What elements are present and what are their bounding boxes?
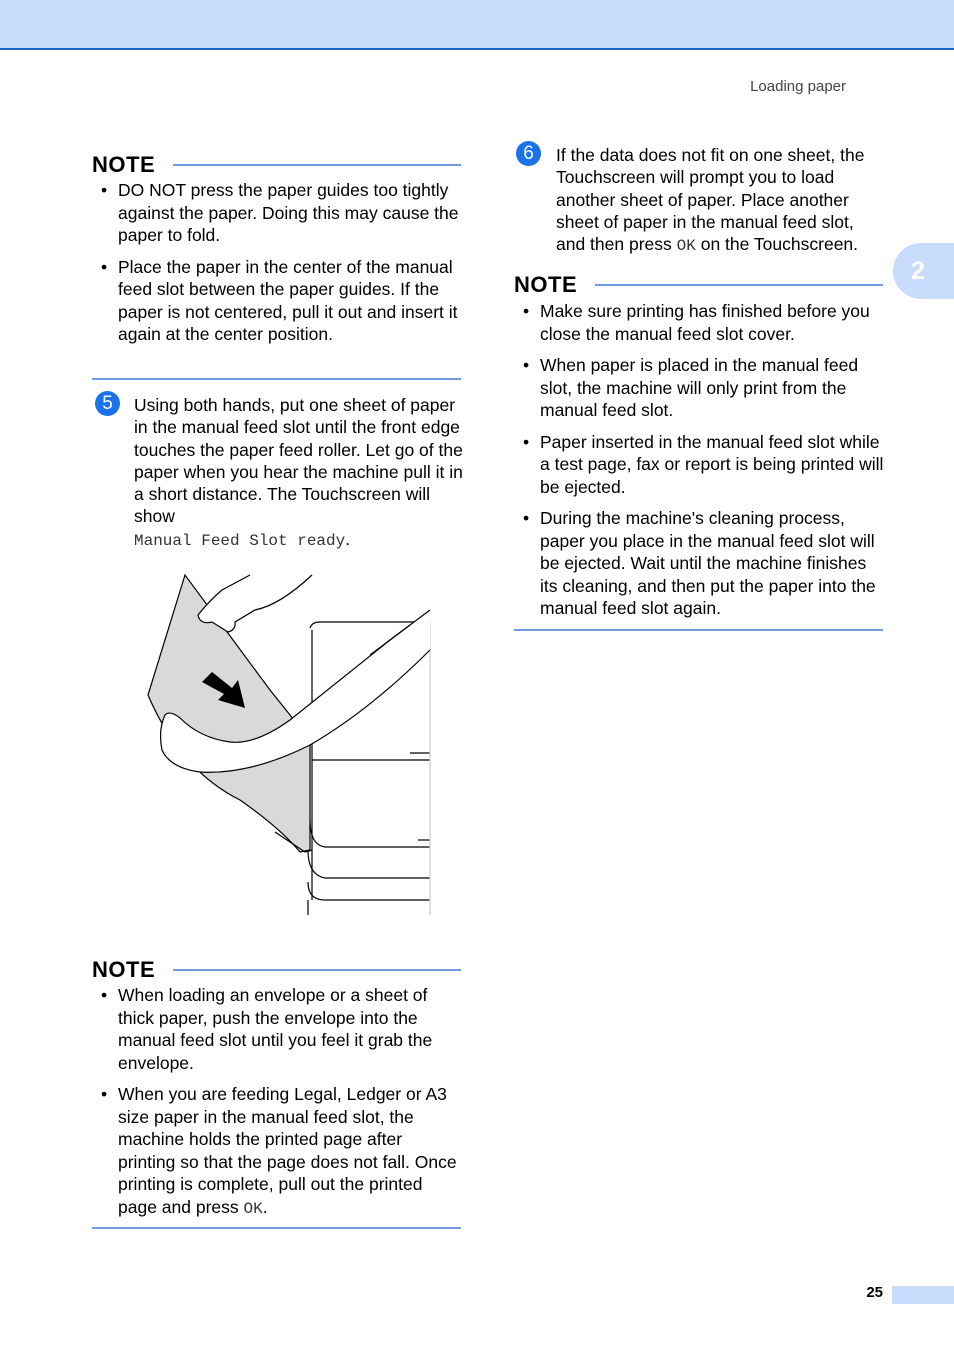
note-list xyxy=(92,179,464,355)
list-item-text: When you are feeding Legal, Ledger or A3 size paper in the manual feed slot, the machine holds the printed page after printing so that the page does not fall. Once printing is complete, pull out the printed page and press xyxy=(118,1084,457,1217)
list-item: • When paper is placed in the manual feed slot, the machine will only print from the manual feed slot. xyxy=(514,354,886,422)
step-suffix: . xyxy=(345,528,351,549)
note-list xyxy=(92,984,464,1229)
chapter-number: 2 xyxy=(911,256,925,285)
list-item: • Place the paper in the center of the manual feed slot between the paper guides. If the paper is not centered, pull it out and insert it again at the center position. xyxy=(92,256,464,346)
note-heading xyxy=(514,273,883,297)
list-item-suffix: . xyxy=(262,1196,268,1217)
touchscreen-message: Manual Feed Slot ready xyxy=(134,531,346,550)
list-item: • Make sure printing has finished before you close the manual feed slot cover. xyxy=(514,300,886,345)
note-rule xyxy=(173,164,461,166)
list-item: • During the machine's cleaning process, paper you place in the manual feed slot will be ejected. Wait until the machine finishes its cleaning, and then put the paper into the manual feed slot again. xyxy=(514,507,886,620)
ok-key: OK xyxy=(243,1199,263,1218)
note-end-rule xyxy=(514,629,883,631)
note-heading xyxy=(92,153,461,177)
step-number: 6 xyxy=(523,143,534,164)
note-label: NOTE xyxy=(92,152,156,177)
step-text: If the data does not fit on one sheet, the Touchscreen will prompt you to load another sheet of paper. Place another sheet of paper in the manual feed slot, and then press xyxy=(556,145,865,255)
step-instruction xyxy=(134,394,464,552)
note-rule xyxy=(173,969,461,971)
hands-feeding-paper-illustration xyxy=(140,570,435,920)
note-end-rule xyxy=(92,378,461,380)
list-item: • DO NOT press the paper guides too tightly against the paper. Doing this may cause the paper to fold. xyxy=(92,179,464,247)
ok-key: OK xyxy=(676,237,696,256)
list-item xyxy=(92,1083,464,1220)
step-text: Using both hands, put one sheet of paper in the manual feed slot until the front edge touches the paper feed roller. Let go of the paper when you hear the machine pull it in a short distance. The Touchscreen will show xyxy=(134,395,463,527)
page-tab xyxy=(892,1286,954,1304)
note-heading xyxy=(92,958,461,982)
step-number-badge xyxy=(516,141,541,166)
note-list xyxy=(514,300,886,629)
note-end-rule xyxy=(92,1227,461,1229)
step-suffix: on the Touchscreen. xyxy=(700,234,859,255)
note-rule xyxy=(595,284,883,286)
step-instruction xyxy=(556,144,886,257)
list-item: • When loading an envelope or a sheet of thick paper, push the envelope into the manual feed slot until you feel it grab the envelope. xyxy=(92,984,464,1074)
header-band xyxy=(0,0,954,50)
list-item: • Paper inserted in the manual feed slot while a test page, fax or report is being printed will be ejected. xyxy=(514,431,886,499)
note-label: NOTE xyxy=(514,272,578,297)
step-number: 5 xyxy=(102,393,113,414)
chapter-tab xyxy=(893,243,954,299)
section-title: Loading paper xyxy=(750,78,846,95)
note-label: NOTE xyxy=(92,957,156,982)
step-number-badge xyxy=(95,391,120,416)
page-number: 25 xyxy=(866,1284,883,1301)
